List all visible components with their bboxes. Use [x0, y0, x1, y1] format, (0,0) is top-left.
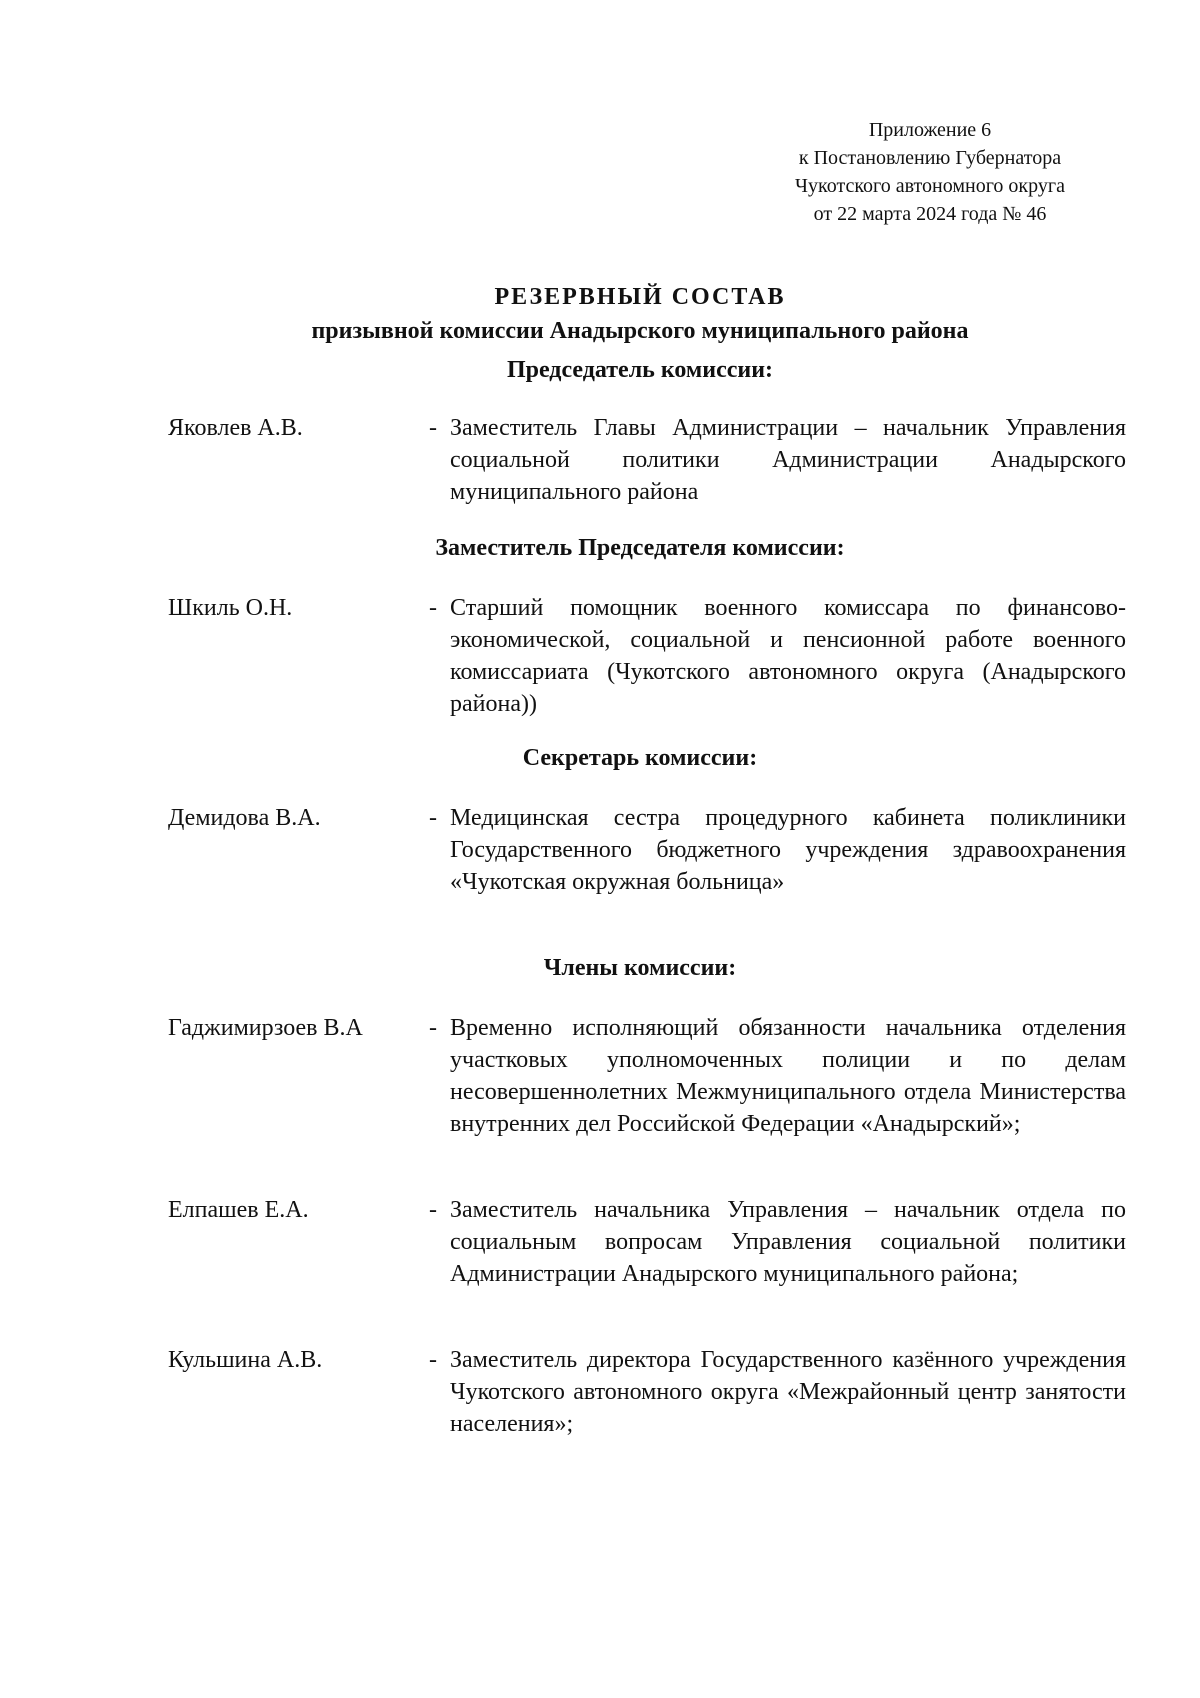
document-title-block	[170, 280, 1110, 348]
entry-description: Заместитель начальника Управления – начальник отдела по социальным вопросам Управления социальной политики Администрации Анадырского муниципального района;	[450, 1197, 1126, 1287]
heading-deputy: Заместитель Председателя комиссии:	[435, 535, 845, 561]
appendix-line-2: к Постановлению Губернатора	[798, 147, 1062, 169]
entry-name: Гаджимирзоев В.А	[168, 1015, 363, 1041]
entry-description: Заместитель директора Государственного казённого учреждения Чукотского автономного округа «Межрайонный центр занятости населения»;	[450, 1347, 1126, 1437]
entry-dash: -	[429, 595, 437, 621]
entry-name: Яковлев А.В.	[168, 415, 303, 441]
entry-description: Старший помощник военного комиссара по финансово-экономической, социальной и пенсионной работе военного комиссариата (Чукотского автономного округа (Анадырского района))	[450, 595, 1126, 717]
entry-name: Демидова В.А.	[168, 805, 321, 831]
document-subtitle: призывной комиссии Анадырского муниципального района	[311, 318, 969, 344]
entry-deputy	[168, 592, 1126, 720]
entry-member	[168, 1194, 1126, 1322]
entry-dash: -	[429, 1015, 437, 1041]
entry-member	[168, 1344, 1126, 1440]
entry-chairman	[168, 412, 1126, 508]
appendix-line-1: Приложение 6	[868, 119, 992, 141]
entry-name: Кульшина А.В.	[168, 1347, 323, 1373]
entry-description: Медицинская сестра процедурного кабинета поликлиники Государственного бюджетного учреждения здравоохранения «Чукотская окружная больница»	[450, 805, 1126, 895]
entry-name: Елпашев Е.А.	[168, 1197, 309, 1223]
entry-dash: -	[429, 1197, 437, 1223]
heading-secretary: Секретарь комиссии:	[522, 745, 758, 771]
document-title: РЕЗЕРВНЫЙ СОСТАВ	[494, 284, 786, 310]
appendix-line-4: от 22 марта 2024 года № 46	[813, 203, 1047, 225]
entry-name: Шкиль О.Н.	[168, 595, 293, 621]
heading-chairman: Председатель комиссии:	[506, 357, 774, 383]
appendix-line-3: Чукотского автономного округа	[795, 175, 1065, 197]
heading-members: Члены комиссии:	[543, 955, 737, 981]
appendix-header	[740, 116, 1120, 228]
entry-member	[168, 1012, 1126, 1172]
entry-description: Временно исполняющий обязанности начальника отделения участковых уполномоченных полиции и по делам несовершеннолетних Межмуниципального отдела Министерства внутренних дел Российской Федерации «Анадырский»;	[450, 1015, 1126, 1137]
entry-dash: -	[429, 1347, 437, 1373]
entry-dash: -	[429, 415, 437, 441]
entry-secretary	[168, 802, 1126, 930]
entry-dash: -	[429, 805, 437, 831]
entry-description: Заместитель Главы Администрации – начальник Управления социальной политики Администрации Анадырского муниципального района	[450, 415, 1126, 505]
